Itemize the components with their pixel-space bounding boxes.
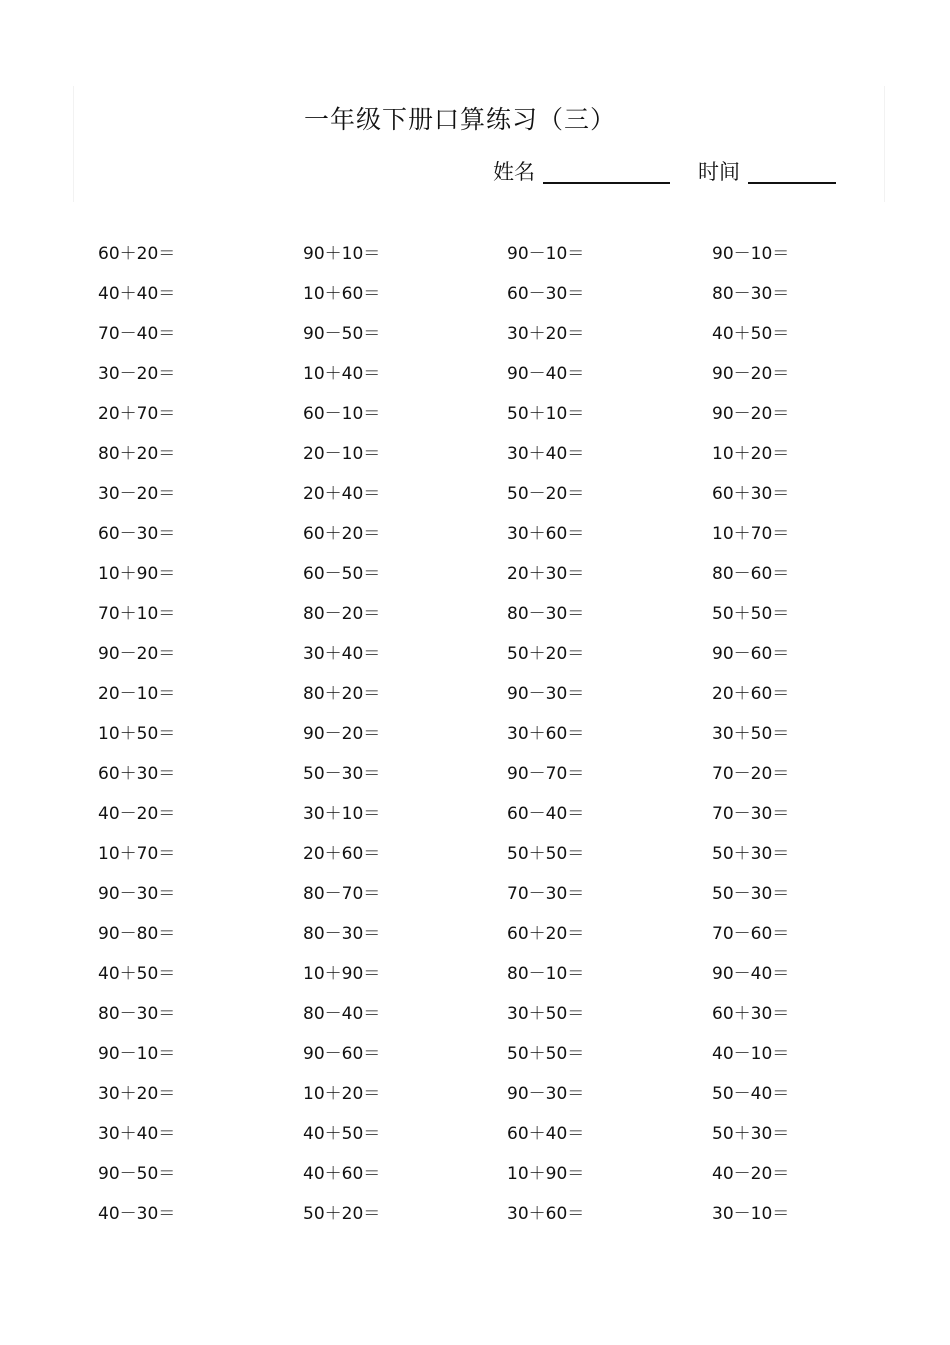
- problem-item: 10＋70＝: [712, 524, 790, 544]
- problem-item: 10＋90＝: [98, 564, 176, 584]
- problem-item: 30＋50＝: [712, 724, 790, 744]
- problem-item: 90－60＝: [712, 644, 790, 664]
- problem-item: 60＋40＝: [507, 1124, 585, 1144]
- problem-item: 50＋30＝: [712, 844, 790, 864]
- problem-item: 30＋60＝: [507, 524, 585, 544]
- problem-row: [98, 402, 918, 442]
- problem-item: 30－20＝: [98, 364, 176, 384]
- time-blank[interactable]: [748, 182, 836, 184]
- problem-item: 40－10＝: [712, 1044, 790, 1064]
- problem-item: 50－30＝: [712, 884, 790, 904]
- problem-item: 60＋30＝: [712, 484, 790, 504]
- problem-item: 80－30＝: [303, 924, 381, 944]
- problem-item: 90－10＝: [98, 1044, 176, 1064]
- problem-row: [98, 1202, 918, 1242]
- problem-row: [98, 442, 918, 482]
- problem-item: 30－10＝: [712, 1204, 790, 1224]
- time-label: 时间: [698, 160, 740, 184]
- problem-item: 80－30＝: [712, 284, 790, 304]
- problem-item: 10＋90＝: [303, 964, 381, 984]
- problem-item: 70－40＝: [98, 324, 176, 344]
- problem-item: 30－20＝: [98, 484, 176, 504]
- problem-item: 20＋70＝: [98, 404, 176, 424]
- problem-item: 10＋90＝: [507, 1164, 585, 1184]
- problem-item: 80－20＝: [303, 604, 381, 624]
- problem-item: 80－60＝: [712, 564, 790, 584]
- problem-item: 50＋10＝: [507, 404, 585, 424]
- problem-item: 90－20＝: [712, 404, 790, 424]
- problem-item: 40－20＝: [712, 1164, 790, 1184]
- problem-item: 10＋40＝: [303, 364, 381, 384]
- problem-item: 70－20＝: [712, 764, 790, 784]
- problem-row: [98, 1002, 918, 1042]
- problem-item: 70－60＝: [712, 924, 790, 944]
- problem-item: 10＋60＝: [303, 284, 381, 304]
- problem-item: 60－50＝: [303, 564, 381, 584]
- problem-item: 90－10＝: [712, 244, 790, 264]
- problem-item: 90－30＝: [98, 884, 176, 904]
- problem-item: 50－20＝: [507, 484, 585, 504]
- problem-item: 20＋60＝: [303, 844, 381, 864]
- problem-row: [98, 842, 918, 882]
- problem-item: 60－30＝: [507, 284, 585, 304]
- problem-item: 30＋60＝: [507, 1204, 585, 1224]
- problem-row: [98, 1162, 918, 1202]
- problem-item: 80－70＝: [303, 884, 381, 904]
- problem-row: [98, 562, 918, 602]
- problem-row: [98, 1042, 918, 1082]
- problem-item: 40＋50＝: [712, 324, 790, 344]
- problem-item: 30＋40＝: [303, 644, 381, 664]
- problem-item: 50＋20＝: [507, 644, 585, 664]
- problem-item: 70－30＝: [712, 804, 790, 824]
- problem-item: 60＋20＝: [98, 244, 176, 264]
- problem-item: 60－40＝: [507, 804, 585, 824]
- problem-row: [98, 362, 918, 402]
- problem-item: 90－20＝: [98, 644, 176, 664]
- problem-item: 50＋30＝: [712, 1124, 790, 1144]
- problem-item: 80－40＝: [303, 1004, 381, 1024]
- problem-row: [98, 922, 918, 962]
- problem-row: [98, 522, 918, 562]
- problem-item: 20－10＝: [98, 684, 176, 704]
- problem-item: 60＋30＝: [712, 1004, 790, 1024]
- problem-item: 60＋20＝: [303, 524, 381, 544]
- problem-item: 50－40＝: [712, 1084, 790, 1104]
- problem-item: 50－30＝: [303, 764, 381, 784]
- problem-item: 90－20＝: [712, 364, 790, 384]
- problem-row: [98, 282, 918, 322]
- problem-item: 80－10＝: [507, 964, 585, 984]
- problem-item: 30＋20＝: [507, 324, 585, 344]
- problem-row: [98, 762, 918, 802]
- problem-item: 40＋40＝: [98, 284, 176, 304]
- problem-item: 90－80＝: [98, 924, 176, 944]
- problem-row: [98, 882, 918, 922]
- problem-item: 70＋10＝: [98, 604, 176, 624]
- problem-item: 40＋60＝: [303, 1164, 381, 1184]
- problem-item: 90－10＝: [507, 244, 585, 264]
- problem-item: 10＋20＝: [712, 444, 790, 464]
- problem-row: [98, 682, 918, 722]
- problem-row: [98, 322, 918, 362]
- problem-grid: [98, 242, 918, 1242]
- problem-row: [98, 482, 918, 522]
- problem-item: 90－50＝: [98, 1164, 176, 1184]
- problem-item: 20－10＝: [303, 444, 381, 464]
- problem-item: 50＋50＝: [507, 1044, 585, 1064]
- problem-row: [98, 802, 918, 842]
- problem-item: 30＋40＝: [98, 1124, 176, 1144]
- problem-row: [98, 722, 918, 762]
- problem-item: 10＋70＝: [98, 844, 176, 864]
- problem-item: 50＋20＝: [303, 1204, 381, 1224]
- problem-item: 70－30＝: [507, 884, 585, 904]
- page-title: 一年级下册口算练习（三）: [303, 105, 616, 134]
- problem-item: 90－40＝: [712, 964, 790, 984]
- problem-item: 10＋50＝: [98, 724, 176, 744]
- name-blank[interactable]: [543, 182, 670, 184]
- problem-row: [98, 242, 918, 282]
- name-label: 姓名: [493, 160, 535, 184]
- problem-item: 90－30＝: [507, 684, 585, 704]
- problem-item: 20＋40＝: [303, 484, 381, 504]
- problem-item: 20＋30＝: [507, 564, 585, 584]
- problem-row: [98, 642, 918, 682]
- problem-row: [98, 1082, 918, 1122]
- problem-item: 40＋50＝: [98, 964, 176, 984]
- problem-item: 30＋40＝: [507, 444, 585, 464]
- problem-row: [98, 1122, 918, 1162]
- problem-item: 30＋20＝: [98, 1084, 176, 1104]
- problem-item: 80－30＝: [507, 604, 585, 624]
- problem-item: 50＋50＝: [712, 604, 790, 624]
- problem-item: 20＋60＝: [712, 684, 790, 704]
- problem-item: 40－30＝: [98, 1204, 176, 1224]
- problem-item: 80＋20＝: [98, 444, 176, 464]
- problem-item: 30＋50＝: [507, 1004, 585, 1024]
- problem-row: [98, 962, 918, 1002]
- problem-item: 60－10＝: [303, 404, 381, 424]
- problem-item: 90＋10＝: [303, 244, 381, 264]
- problem-item: 90－50＝: [303, 324, 381, 344]
- problem-item: 90－60＝: [303, 1044, 381, 1064]
- problem-item: 90－40＝: [507, 364, 585, 384]
- problem-row: [98, 602, 918, 642]
- problem-item: 50＋50＝: [507, 844, 585, 864]
- problem-item: 40＋50＝: [303, 1124, 381, 1144]
- student-fields: [493, 156, 853, 186]
- problem-item: 10＋20＝: [303, 1084, 381, 1104]
- problem-item: 90－20＝: [303, 724, 381, 744]
- problem-item: 30＋60＝: [507, 724, 585, 744]
- problem-item: 40－20＝: [98, 804, 176, 824]
- problem-item: 90－30＝: [507, 1084, 585, 1104]
- problem-item: 30＋10＝: [303, 804, 381, 824]
- problem-item: 80＋20＝: [303, 684, 381, 704]
- problem-item: 90－70＝: [507, 764, 585, 784]
- problem-item: 60－30＝: [98, 524, 176, 544]
- problem-item: 60＋20＝: [507, 924, 585, 944]
- problem-item: 80－30＝: [98, 1004, 176, 1024]
- problem-item: 60＋30＝: [98, 764, 176, 784]
